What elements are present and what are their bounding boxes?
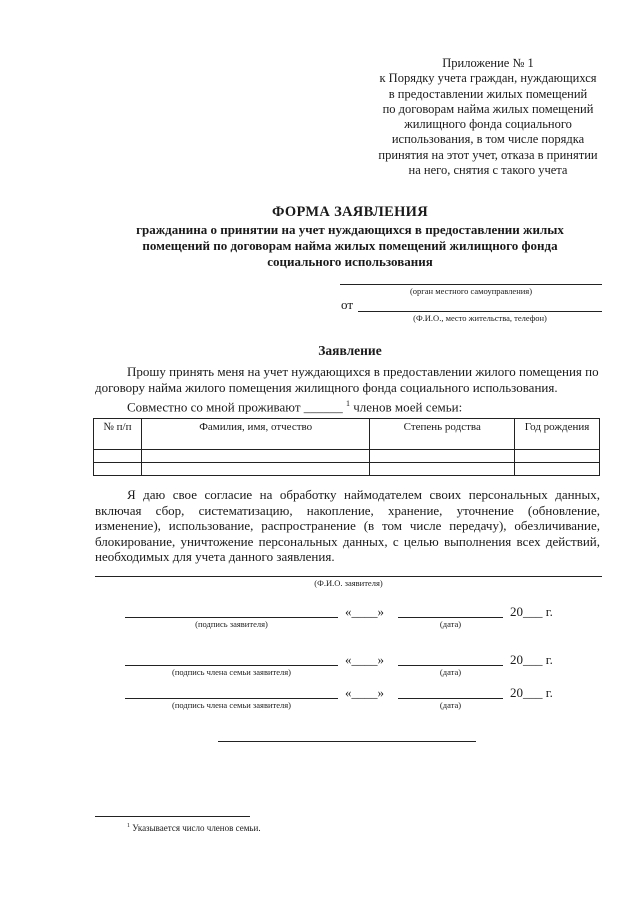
form-subtitle-line: помещений по договорам найма жилых помещений жилищного фонда xyxy=(142,238,558,254)
appendix-block xyxy=(338,56,638,178)
date-day-field[interactable]: «____» xyxy=(345,604,384,619)
table-cell[interactable] xyxy=(370,463,515,476)
appendix-line: использования, в том числе порядка xyxy=(391,132,585,147)
consent-paragraph: Я даю свое согласие на обработку наймодателем своих персональных данных, включая сбор, систематизацию, накопление, хранение, уточнение (обновление, изменение), использование, распространение (в том числе передачу), обезличивание, блокирование, уничтожение персональных данных, с целью выполнения всех действий, необходимых для учета данного заявления. xyxy=(95,487,600,565)
date-day-field[interactable]: «____» xyxy=(345,652,384,667)
table-cell[interactable] xyxy=(515,450,600,463)
applicant-name-caption: (Ф.И.О. заявителя) xyxy=(314,578,383,588)
signature-caption: (подпись члена семьи заявителя) xyxy=(172,667,291,677)
statement-heading: Заявление xyxy=(318,343,382,358)
date-caption: (дата) xyxy=(439,667,462,677)
appendix-line: к Порядку учета граждан, нуждающихся xyxy=(379,71,597,86)
request-line-2: договору найма жилого помещения жилищного фонда социального использования. xyxy=(95,380,558,395)
form-subtitle-line: гражданина о принятии на учет нуждающихся в предоставлении жилых xyxy=(136,222,564,237)
year-field[interactable]: 20___ г. xyxy=(510,685,553,700)
family-members-table xyxy=(93,418,600,476)
applicant-name-field-line[interactable] xyxy=(95,576,602,577)
signature-caption: (подпись заявителя) xyxy=(195,619,268,629)
from-label: от xyxy=(341,297,354,312)
footnote-text: Указывается число членов семьи. xyxy=(132,823,261,833)
date-month-line[interactable] xyxy=(398,698,503,699)
family-member-signature-line[interactable] xyxy=(125,665,338,666)
footnote-separator xyxy=(95,816,250,817)
table-cell[interactable] xyxy=(141,463,369,476)
appendix-line: по договорам найма жилых помещений xyxy=(382,101,594,116)
appendix-line: в предоставлении жилых помещений xyxy=(388,86,588,101)
table-header-row xyxy=(94,419,600,450)
column-header-birth-year: Год рождения xyxy=(515,419,600,450)
applicant-info-caption: (Ф.И.О., место жительства, телефон) xyxy=(413,313,547,323)
table-cell[interactable] xyxy=(141,450,369,463)
family-count-line xyxy=(127,396,462,415)
authority-caption: (орган местного самоуправления) xyxy=(409,286,533,296)
appendix-line: принятия на этот учет, отказа в принятии xyxy=(378,147,598,162)
year-field[interactable]: 20___ г. xyxy=(510,604,553,619)
bottom-signature-line[interactable] xyxy=(218,741,476,742)
table-cell[interactable] xyxy=(515,463,600,476)
table-row xyxy=(94,463,600,476)
appendix-number: Приложение № 1 xyxy=(442,56,534,70)
date-caption: (дата) xyxy=(439,619,462,629)
footnote-number: 1 xyxy=(127,823,130,829)
column-header-name: Фамилия, имя, отчество xyxy=(141,419,369,450)
family-member-signature-line[interactable] xyxy=(125,698,338,699)
table-cell[interactable] xyxy=(94,450,142,463)
signature-caption: (подпись члена семьи заявителя) xyxy=(172,700,291,710)
family-count-prefix: Совместно со мной проживают xyxy=(127,399,301,415)
year-field[interactable]: 20___ г. xyxy=(510,652,553,667)
table-row xyxy=(94,450,600,463)
table-cell[interactable] xyxy=(94,463,142,476)
date-day-field[interactable]: «____» xyxy=(345,685,384,700)
form-subtitle xyxy=(70,222,630,271)
column-header-relation: Степень родства xyxy=(370,419,515,450)
applicant-info-field-line[interactable] xyxy=(358,311,602,312)
appendix-line: жилищного фонда социального xyxy=(404,117,572,132)
date-month-line[interactable] xyxy=(398,617,503,618)
footnote xyxy=(127,823,261,833)
date-month-line[interactable] xyxy=(398,665,503,666)
family-count-blank[interactable]: ______ xyxy=(303,399,343,415)
appendix-line: на него, снятия с такого учета xyxy=(408,163,568,178)
date-caption: (дата) xyxy=(439,700,462,710)
table-cell[interactable] xyxy=(370,450,515,463)
family-count-suffix: членов моей семьи: xyxy=(353,399,463,415)
form-title: ФОРМА ЗАЯВЛЕНИЯ xyxy=(272,204,428,220)
footnote-mark: 1 xyxy=(346,399,351,408)
column-header-number: № п/п xyxy=(94,419,142,450)
authority-field-line[interactable] xyxy=(340,284,602,285)
applicant-signature-line[interactable] xyxy=(125,617,338,618)
form-subtitle-line: социального использования xyxy=(267,254,433,270)
request-line-1: Прошу принять меня на учет нуждающихся в предоставлении жилого помещения по xyxy=(127,364,599,379)
